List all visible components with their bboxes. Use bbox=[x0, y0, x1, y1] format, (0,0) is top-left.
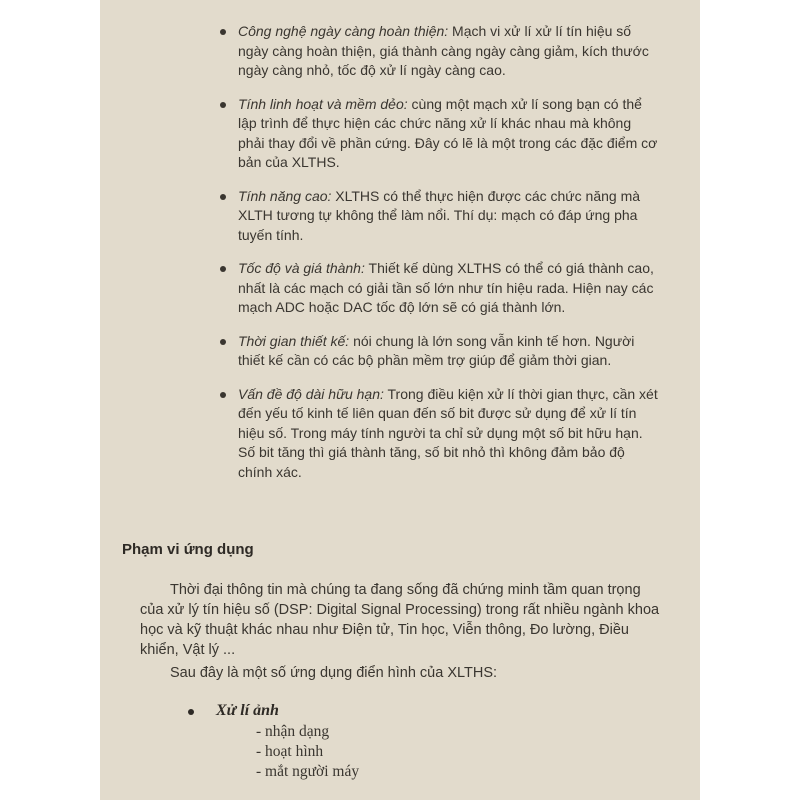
application-sublist bbox=[256, 722, 359, 782]
bullet-dot-icon bbox=[220, 29, 226, 35]
list-item: - nhận dạng bbox=[256, 723, 330, 740]
section-heading: Phạm vi ứng dụng bbox=[122, 541, 254, 558]
bullet-text: Mạch vi xử lí xử lí tín hiệu số ngày càng hoàn thiện, giá thành càng ngày càng giảm, kích thước ngày càng nhỏ, tốc độ xử lí ngày càng cao. bbox=[238, 23, 649, 78]
bullet-dot-icon bbox=[220, 392, 226, 398]
bullet-item bbox=[100, 95, 700, 173]
bullet-text: cùng một mạch xử lí song bạn có thể lập trình để thực hiện các chức năng xử lí khác nhau mà không phải thay đổi về phần cứng. Đây có lẽ là một trong các đặc điểm cơ bản của XLTHS. bbox=[238, 95, 658, 170]
bullet-term: Vấn đề độ dài hữu hạn: bbox=[238, 385, 384, 402]
bullet-dot-icon bbox=[220, 339, 226, 345]
bullet-term: Tốc độ và giá thành: bbox=[238, 260, 365, 276]
applications-intro: Sau đây là một số ứng dụng điển hình của XLTHS: bbox=[170, 665, 498, 681]
bullet-item bbox=[100, 259, 700, 318]
bullet-term: Công nghệ ngày càng hoàn thiện: bbox=[238, 23, 449, 39]
feature-bullet-list bbox=[100, 22, 700, 496]
list-item: - hoạt hình bbox=[256, 743, 324, 760]
bullet-term: Thời gian thiết kế: bbox=[238, 332, 350, 349]
book-page bbox=[100, 0, 700, 800]
bullet-text: nói chung là lớn song vẫn kinh tế hơn. Người thiết kế cần có các bộ phần mềm trợ giúp để giảm thời gian. bbox=[238, 332, 635, 368]
bullet-item bbox=[100, 385, 700, 483]
bullet-text: XLTHS có thể thực hiện được các chức năng mà XLTH tương tự không thể làm nổi. Thí dụ: mạch có đáp ứng pha tuyến tính. bbox=[238, 187, 641, 243]
bullet-item bbox=[100, 332, 700, 371]
bullet-text: Thiết kế dùng XLTHS có thể có giá thành cao, nhất là các mạch có giải tần số lớn như tín hiệu rada. Hiện nay các mạch ADC hoặc DAC tốc độ lớn sẽ có giá thành lớn. bbox=[238, 260, 654, 315]
bullet-dot-icon bbox=[220, 194, 226, 200]
bullet-dot-icon bbox=[220, 102, 226, 108]
bullet-item bbox=[100, 22, 700, 81]
bullet-item bbox=[100, 187, 700, 246]
bullet-term: Tính linh hoạt và mềm dẻo: bbox=[238, 95, 408, 112]
application-image-processing bbox=[188, 702, 359, 782]
section-paragraph: Thời đại thông tin mà chúng ta đang sống đã chứng minh tầm quan trọng của xử lý tín hiệu số (DSP: Digital Signal Processing) trong rất nhiều ngành khoa học và kỹ thuật khác nhau như Điện tử, Tin học, Viễn thông, Đo lường, Điều khiển, Vật lý ... bbox=[140, 582, 660, 658]
bullet-term: Tính năng cao: bbox=[238, 187, 332, 204]
list-item: - mắt người máy bbox=[256, 763, 360, 780]
bullet-dot-icon bbox=[220, 266, 226, 272]
bullet-dot-icon bbox=[188, 709, 194, 715]
application-title: Xử lí ảnh bbox=[216, 702, 279, 719]
bullet-text: Trong điều kiện xử lí thời gian thực, cần xét đến yếu tố kinh tế liên quan đến số bit được sử dụng để xử lí tín hiệu số. Trong máy tính người ta chỉ sử dụng một số bit hữu hạn. Số bit tăng thì giá thành tăng, số bit nhỏ thì không đảm bảo độ chính xác. bbox=[238, 385, 658, 480]
